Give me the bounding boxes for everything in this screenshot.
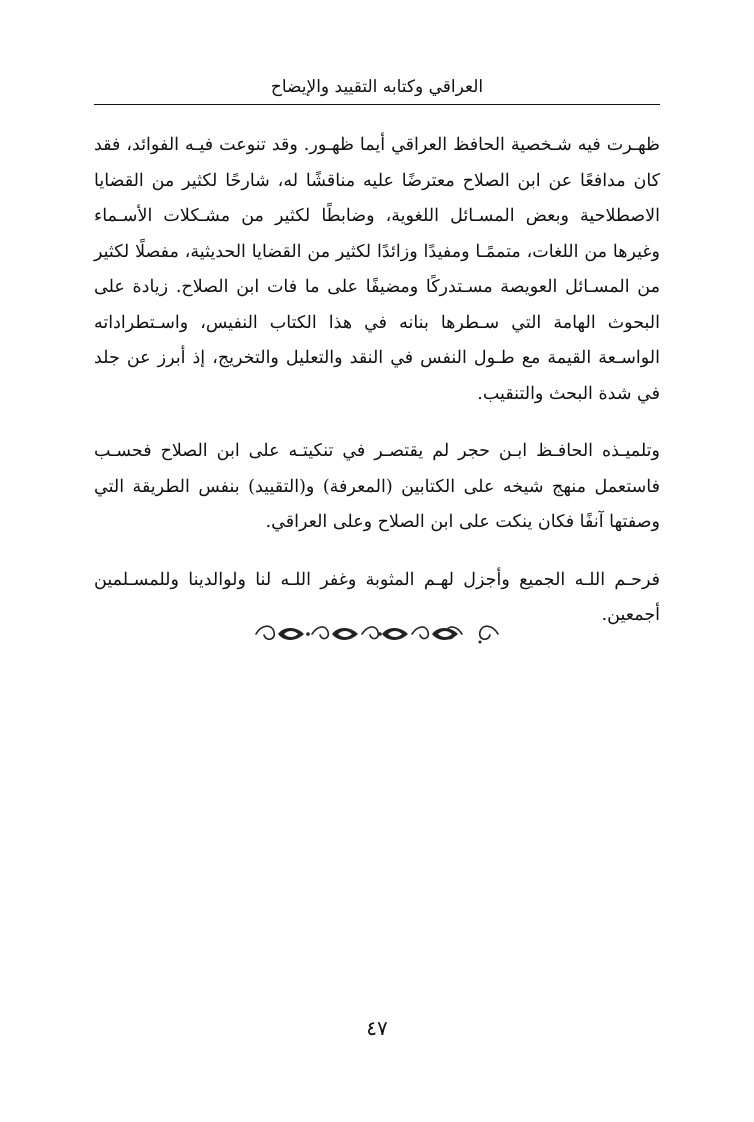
page-number: ٤٧ [366, 1016, 388, 1040]
paragraph-3: فرحـم اللـه الجميع وأجزل لهـم المثوبة وغفر اللـه لنا ولوالدينا وللمسـلمين أجمعين. [94, 569, 660, 625]
paragraph-2: وتلميـذه الحافـظ ابـن حجر لم يقتصـر في تنكيتـه على ابن الصلاح فحسـب فاستعمل منهج شيخه على الكتابين (المعرفة) و(التقييد) بنفس الطريقة التي وصفتها آنفًا فكان ينكت على ابن الصلاح وعلى العراقي. [94, 441, 660, 532]
floral-divider-ornament-icon [252, 620, 502, 648]
running-header-title: العراقي وكتابه التقييد والإيضاح [270, 77, 484, 97]
header-rule [94, 104, 660, 105]
paragraph-1: ظهـرت فيه شـخصية الحافظ العراقي أيما ظهـور. وقد تنوعت فيـه الفوائد، فقد كان مدافعًا عن ابن الصلاح معترضًا عليه مناقشًا له، شارحًا لكثير من القضايا الاصطلاحية وبعض المسـائل اللغوية، وضابطًا لكثير من مشـكلات الأسـماء وغيرها من اللغات، متممًـا ومفيدًا وزائدًا لكثير من القضايا الحديثية، مفصلًا لكثير من المسـائل العويصة مسـتدركًا ومضيفًا على ما فات ابن الصلاح. زيادة على البحوث الهامة التي سـطرها بنانه في هذا الكتاب النفيس، واسـتطراداته الواسـعة القيمة مع طـول النفس في النقد والتعليل والتخريج، إذ أبرز عن جلد في شدة البحث والتنقيب. [94, 135, 660, 404]
page-body [94, 128, 660, 656]
